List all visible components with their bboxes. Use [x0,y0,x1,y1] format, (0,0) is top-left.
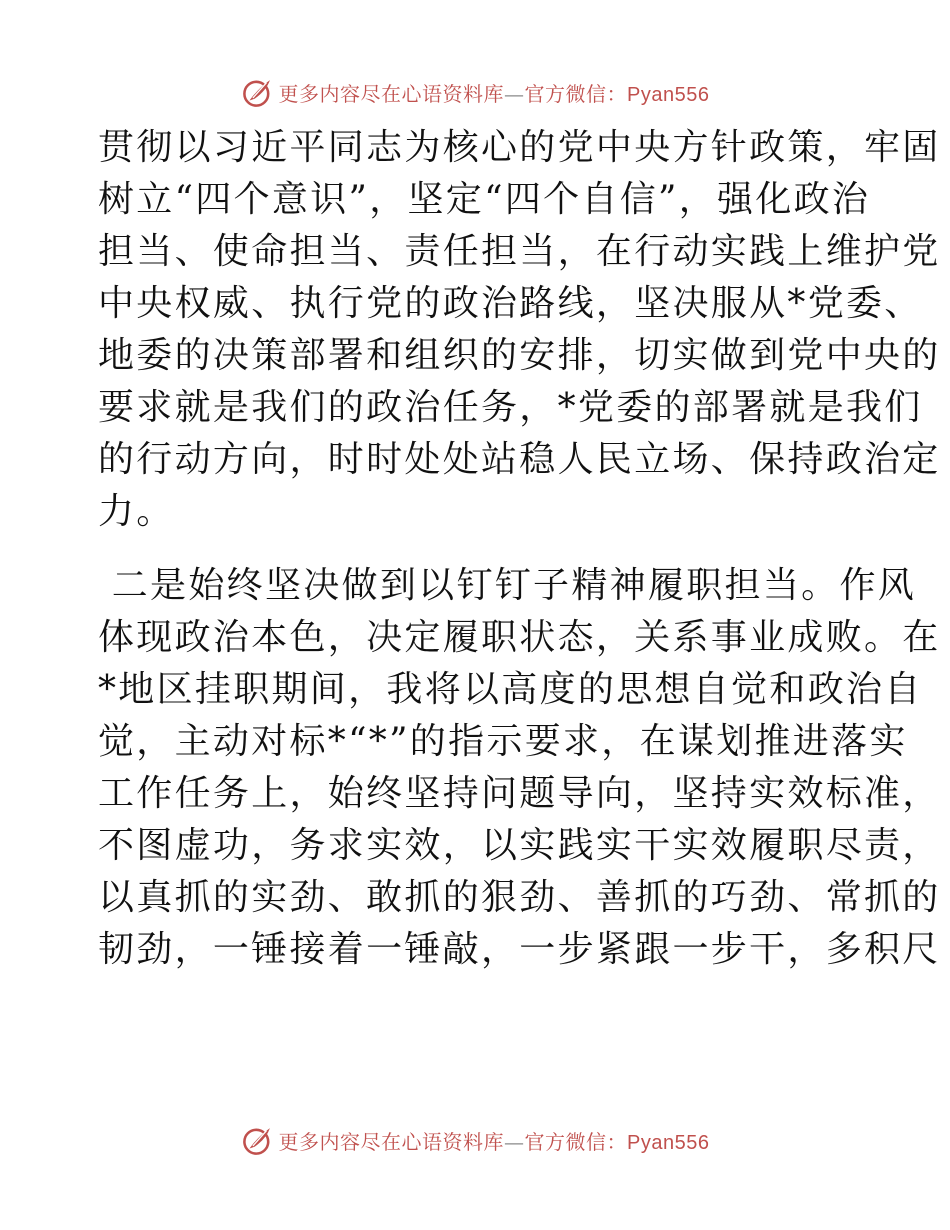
text-line: *地区挂职期间，我将以高度的思想自觉和政治自 [98,669,923,710]
text-line: 要求就是我们的政治任务，*党委的部署就是我们 [98,387,923,428]
text-line: 的行动方向，时时处处站稳人民立场、保持政治定 [98,439,941,480]
watermark-channel: 官方微信： [524,81,628,106]
document-body [98,122,941,976]
text-line: 以真抓的实劲、敢抓的狠劲、善抓的巧劲、常抓的 [98,877,941,918]
text-line: 力。 [98,491,175,532]
paragraph-2 [98,560,941,976]
header-watermark [0,72,950,112]
text-line: 地委的决策部署和组织的安排，切实做到党中央的 [98,335,941,376]
watermark-id: Pyan556 [627,1131,710,1154]
text-line: 树立“四个意识”，坚定“四个自信”，强化政治 [98,179,871,220]
watermark-main: 更多内容尽在心语资料库 [278,1129,505,1154]
text-line: 中央权威、执行党的政治路线，坚决服从*党委、 [98,283,923,324]
watermark-separator: — [504,1129,525,1154]
text-line: 二是始终坚决做到以钉钉子精神履职担当。作风 [98,565,917,606]
text-line: 贯彻以习近平同志为核心的党中央方针政策，牢固 [98,127,941,168]
watermark-separator: — [504,81,525,106]
text-line: 韧劲，一锤接着一锤敲，一步紧跟一步干，多积尺 [98,929,941,970]
text-line: 不图虚功，务求实效，以实践实干实效履职尽责， [98,825,941,866]
quill-pen-logo-icon [241,1123,275,1157]
paragraph-1 [98,122,941,538]
footer-watermark [0,1120,950,1160]
watermark-channel: 官方微信： [524,1129,628,1154]
quill-pen-logo-icon [241,75,275,109]
watermark-main: 更多内容尽在心语资料库 [278,81,505,106]
text-line: 担当、使命担当、责任担当，在行动实践上维护党 [98,231,941,272]
watermark-text [279,1126,710,1155]
text-line: 体现政治本色，决定履职状态，关系事业成败。在 [98,617,941,658]
watermark-text [279,78,710,107]
text-line: 工作任务上，始终坚持问题导向，坚持实效标准， [98,773,941,814]
text-line: 觉，主动对标*“*”的指示要求，在谋划推进落实 [98,721,908,762]
watermark-id: Pyan556 [627,83,710,106]
